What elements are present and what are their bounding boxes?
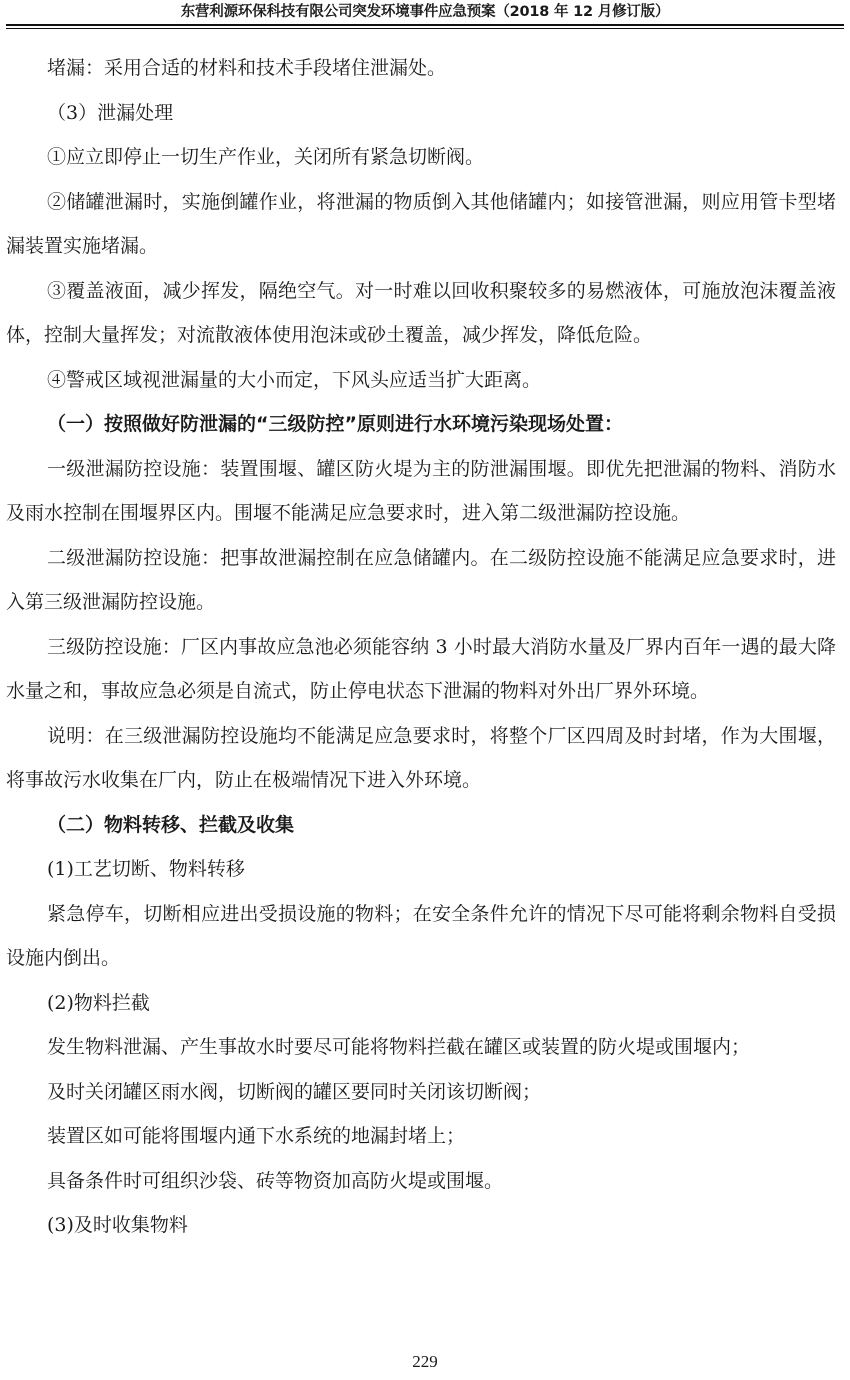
paragraph-plugging: 堵漏：采用合适的材料和技术手段堵住泄漏处。: [47, 57, 447, 79]
document-body: [6, 46, 836, 1248]
header-rule-thin: [6, 28, 844, 29]
paragraph-emergency-stop: 紧急停车，切断相应进出受损设施的物料；在安全条件允许的情况下尽可能将剩余物料自受损设施内倒出。: [6, 902, 836, 969]
subheading-material-interception: (2)物料拦截: [47, 991, 150, 1014]
header-rule-thick: [6, 24, 844, 26]
paragraph-close-rain-valve: 及时关闭罐区雨水阀，切断阀的罐区要同时关闭该切断阀；: [47, 1080, 542, 1103]
paragraph-item-1: ①应立即停止一切生产作业，关闭所有紧急切断阀。: [47, 146, 485, 168]
section-heading-three-level-control: （一）按照做好防泄漏的“三级防控”原则进行水环境污染现场处置：: [47, 413, 623, 435]
paragraph-seal-drains: 装置区如可能将围堰内通下水系统的地漏封堵上；: [47, 1125, 466, 1147]
subheading-process-cutoff: (1)工艺切断、物料转移: [47, 858, 245, 880]
subheading-leak-handling: （3）泄漏处理: [47, 101, 174, 124]
paragraph-item-4: ④警戒区域视泄漏量的大小而定，下风头应适当扩大距离。: [47, 368, 542, 391]
paragraph-item-3: ③覆盖液面，减少挥发，隔绝空气。对一时难以回收积聚较多的易燃液体，可施放泡沫覆盖液体，控制大量挥发；对流散液体使用泡沫或砂土覆盖，减少挥发，降低危险。: [6, 279, 836, 346]
paragraph-note: 说明：在三级泄漏防控设施均不能满足应急要求时，将整个厂区四周及时封堵，作为大围堰，将事故污水收集在厂内，防止在极端情况下进入外环境。: [6, 724, 836, 791]
paragraph-interception: 发生物料泄漏、产生事故水时要尽可能将物料拦截在罐区或装置的防火堤或围堰内；: [47, 1036, 751, 1058]
paragraph-level-three: 三级防控设施：厂区内事故应急池必须能容纳 3 小时最大消防水量及厂界内百年一遇的最大降水量之和，事故应急必须是自流式，防止停电状态下泄漏的物料对外出厂界外环境。: [6, 635, 836, 702]
subheading-collect-material: (3)及时收集物料: [47, 1214, 188, 1236]
paragraph-sandbags: 具备条件时可组织沙袋、砖等物资加高防火堤或围堰。: [47, 1169, 504, 1192]
page-number: 229: [412, 1352, 438, 1371]
paragraph-item-2: ②储罐泄漏时，实施倒罐作业，将泄漏的物质倒入其他储罐内；如接管泄漏，则应用管卡型堵漏装置实施堵漏。: [6, 190, 836, 257]
paragraph-level-one: 一级泄漏防控设施：装置围堰、罐区防火堤为主的防泄漏围堰。即优先把泄漏的物料、消防水及雨水控制在围堰界区内。围堰不能满足应急要求时，进入第二级泄漏防控设施。: [6, 457, 836, 524]
running-header: 东营利源环保科技有限公司突发环境事件应急预案（2018 年 12 月修订版）: [180, 4, 670, 20]
paragraph-level-two: 二级泄漏防控设施：把事故泄漏控制在应急储罐内。在二级防控设施不能满足应急要求时，进入第三级泄漏防控设施。: [6, 546, 836, 613]
section-heading-material-transfer: （二）物料转移、拦截及收集: [47, 813, 295, 836]
